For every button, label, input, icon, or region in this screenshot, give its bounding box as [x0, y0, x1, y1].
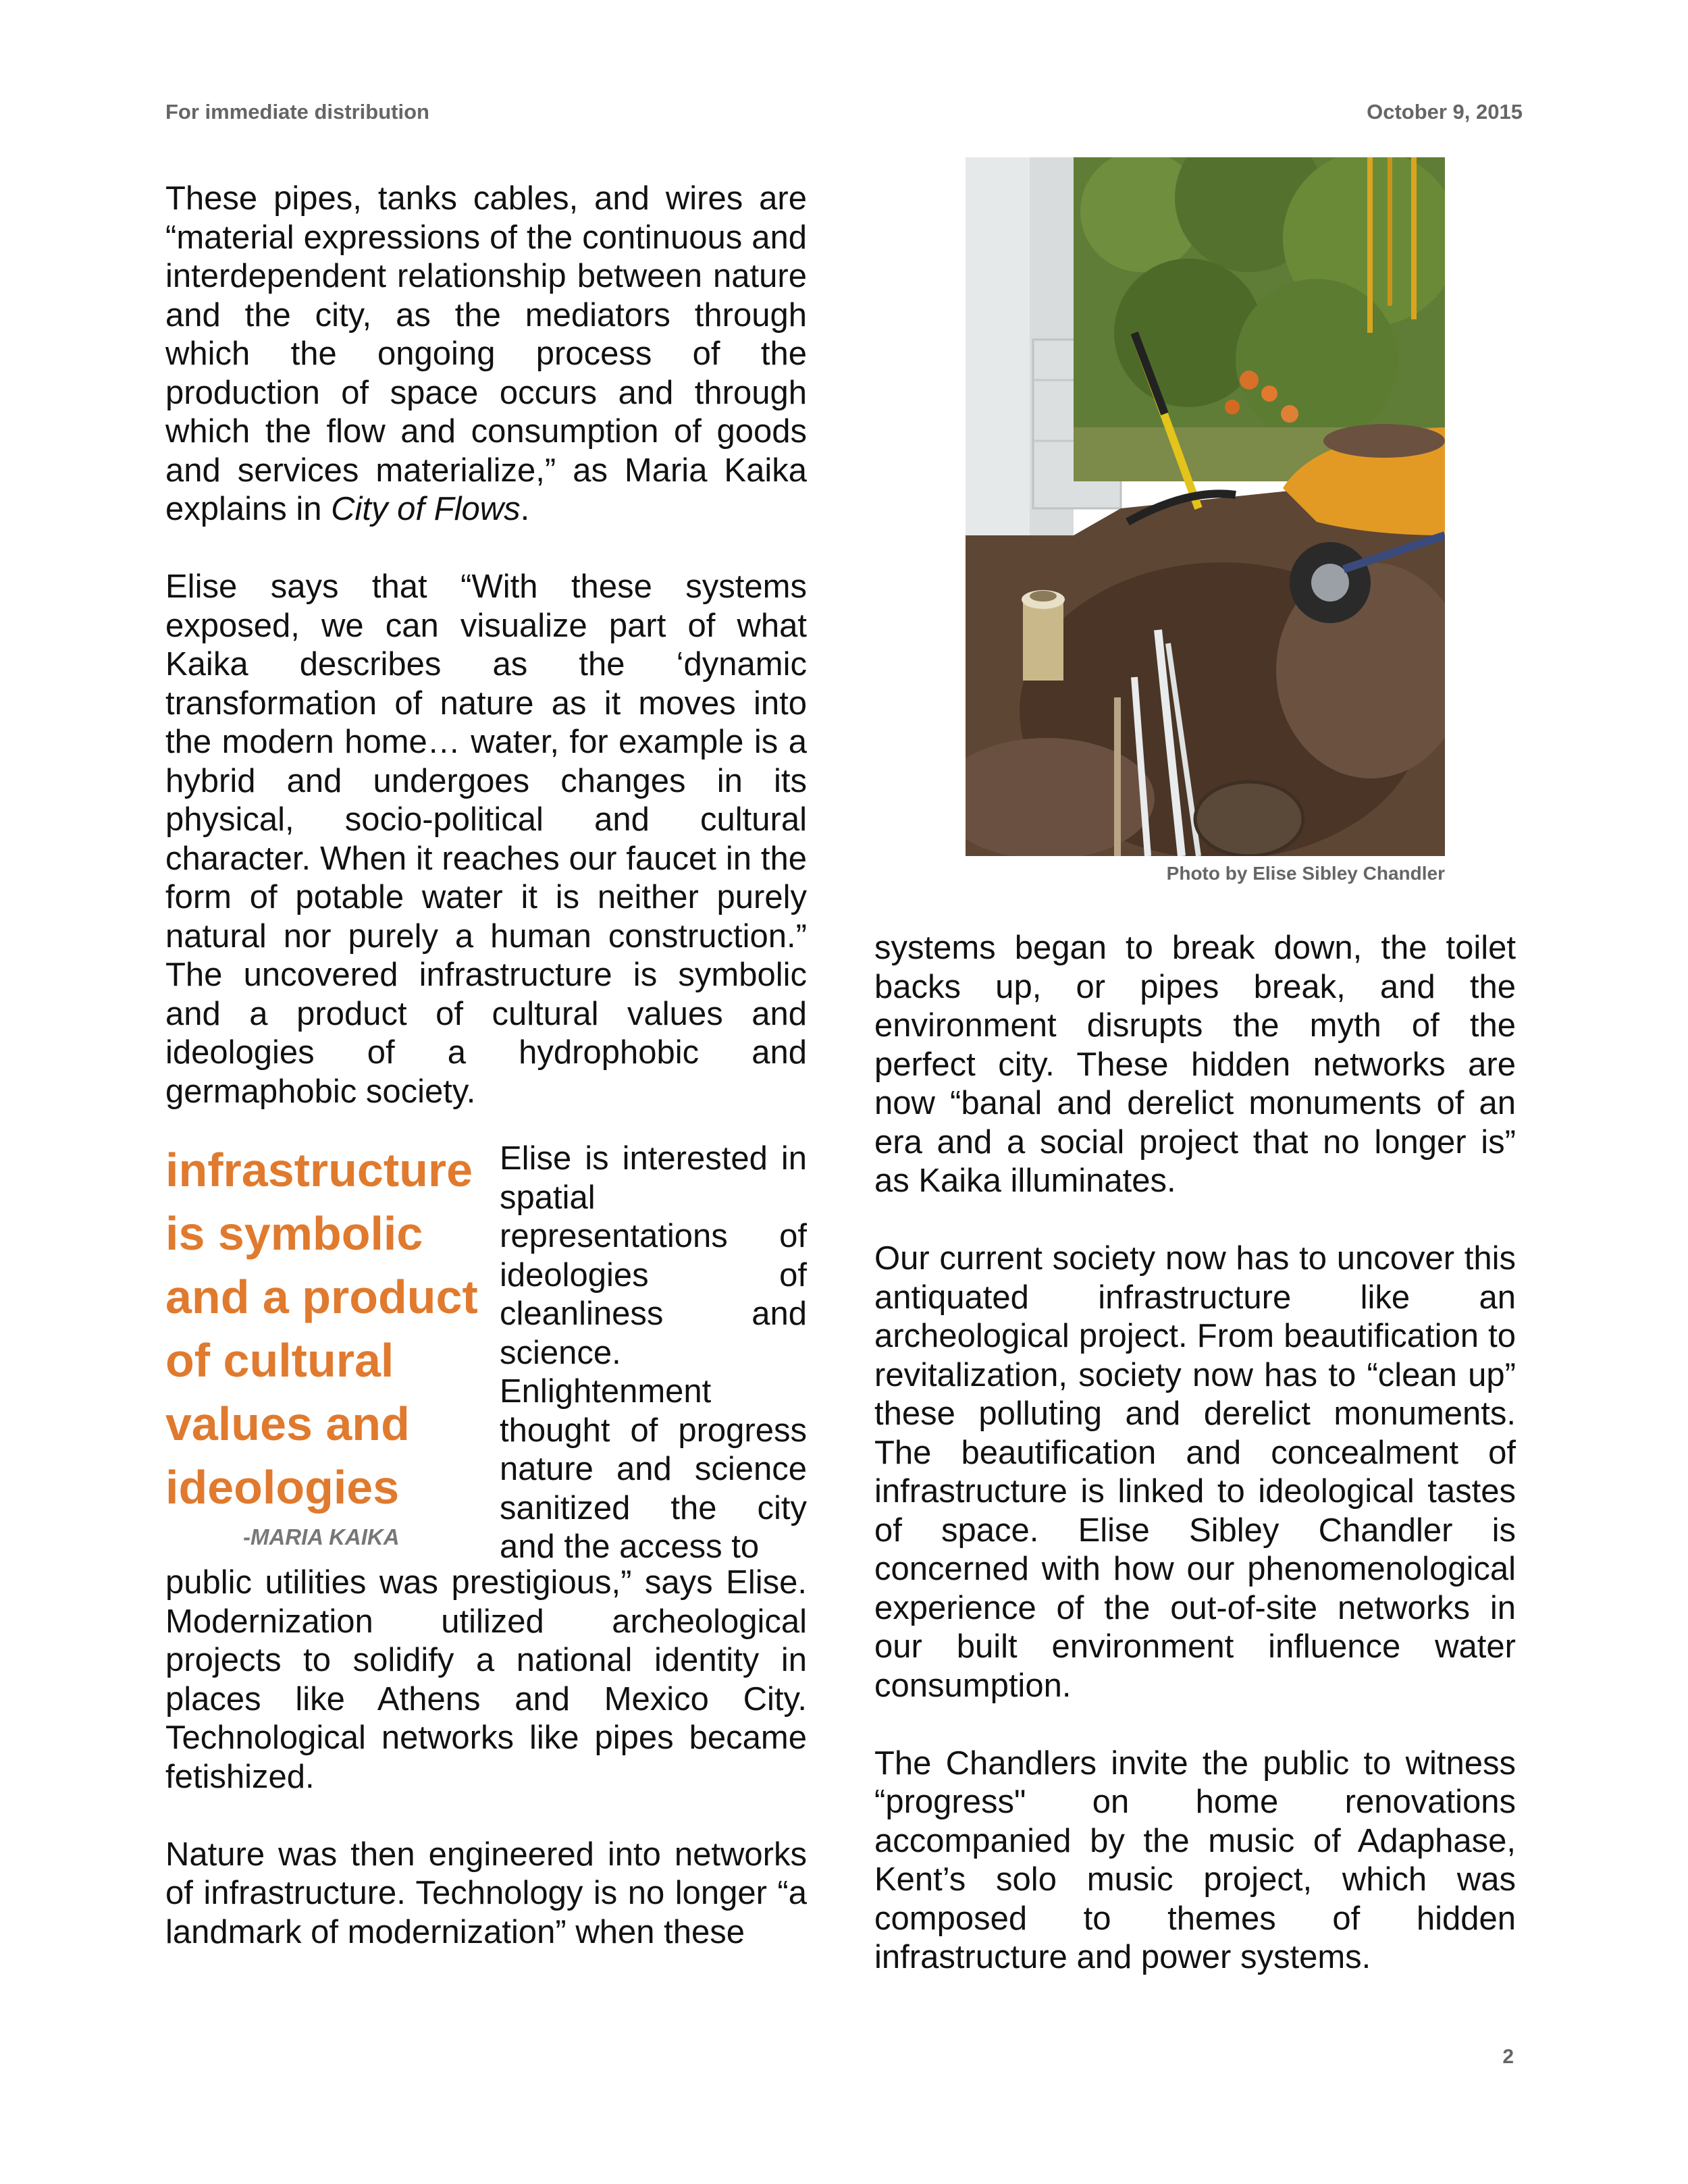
header-date: October 9, 2015	[1367, 100, 1523, 124]
paragraph-elise-says: Elise says that “With these systems exposed, we can visualize part of what Kaika describes as the ‘dynamic transformation of nature as it moves into the modern home… water, for example is a hybrid and undergoes changes in its physical, socio-political and cultural character. When it reaches our faucet in the form of potable water it is neither purely natural nor purely a human construction.” The uncovered infrastructure is symbolic and a product of cultural values and ideologies of a hydrophobic and germaphobic society.	[165, 568, 807, 1110]
paragraph-invitation: The Chandlers invite the public to witness “progress" on home renovations accompanied by the music of Adaphase, Kent’s solo music project, which was composed to themes of hidden infrastructure and power systems.	[874, 1744, 1516, 1975]
paragraph-modernization: public utilities was prestigious,” says Elise. Modernization utilized archeological projects to solidify a national identity in places like Athens and Mexico City. Technological networks like pipes became fetishized.	[165, 1564, 807, 1795]
right-column	[874, 929, 1516, 1977]
header-distribution-note: For immediate distribution	[165, 100, 429, 124]
paragraph-systems-break: systems began to break down, the toilet backs up, or pipes break, and the environment disrupts the myth of the perfect city. These hidden networks are now “banal and derelict monuments of an era and a social project that no longer is” as Kaika illuminates.	[874, 930, 1516, 1199]
paragraph-pipes: These pipes, tanks cables, and wires are “material expressions of the continuous and interdependent relationship between nature and the city, as the mediators through which the ongoing process of the production of space occurs and through which the flow and consumption of goods and services materialize,” as Maria Kaika explains in City of Flows.	[165, 180, 807, 527]
excavation-photo	[966, 157, 1445, 856]
page-number: 2	[1502, 2046, 1514, 2068]
photo-caption: Photo by Elise Sibley Chandler	[1166, 863, 1445, 884]
left-column-inset	[500, 1140, 807, 1567]
paragraph-nature-engineered: Nature was then engineered into networks of infrastructure. Technology is no longer “a landmark of modernization” when these	[165, 1836, 807, 1950]
paragraph-elise-interested: Elise is interested in spatial representations of ideologies of cleanliness and science. Enlightenment thought of progress nature and science sanitized the city and the access to	[500, 1140, 807, 1565]
pull-quote-attribution: -MARIA KAIKA	[243, 1524, 400, 1549]
book-title: City of Flows	[331, 491, 521, 527]
left-column-top	[165, 180, 807, 1111]
paragraph-current-society: Our current society now has to uncover this antiquated infrastructure like an archeological project. From beautification to revitalization, society now has to “clean up” these polluting and derelict monuments. The beautification and concealment of infrastructure is linked to ideological tastes of space. Elise Sibley Chandler is concerned with how our phenomenological experience of the out-of-site networks in our built environment influence water consumption.	[874, 1240, 1516, 1704]
left-column-bottom	[165, 1564, 807, 1952]
pull-quote: infrastructure is symbolic and a product of cultural values and ideologies	[165, 1144, 478, 1514]
